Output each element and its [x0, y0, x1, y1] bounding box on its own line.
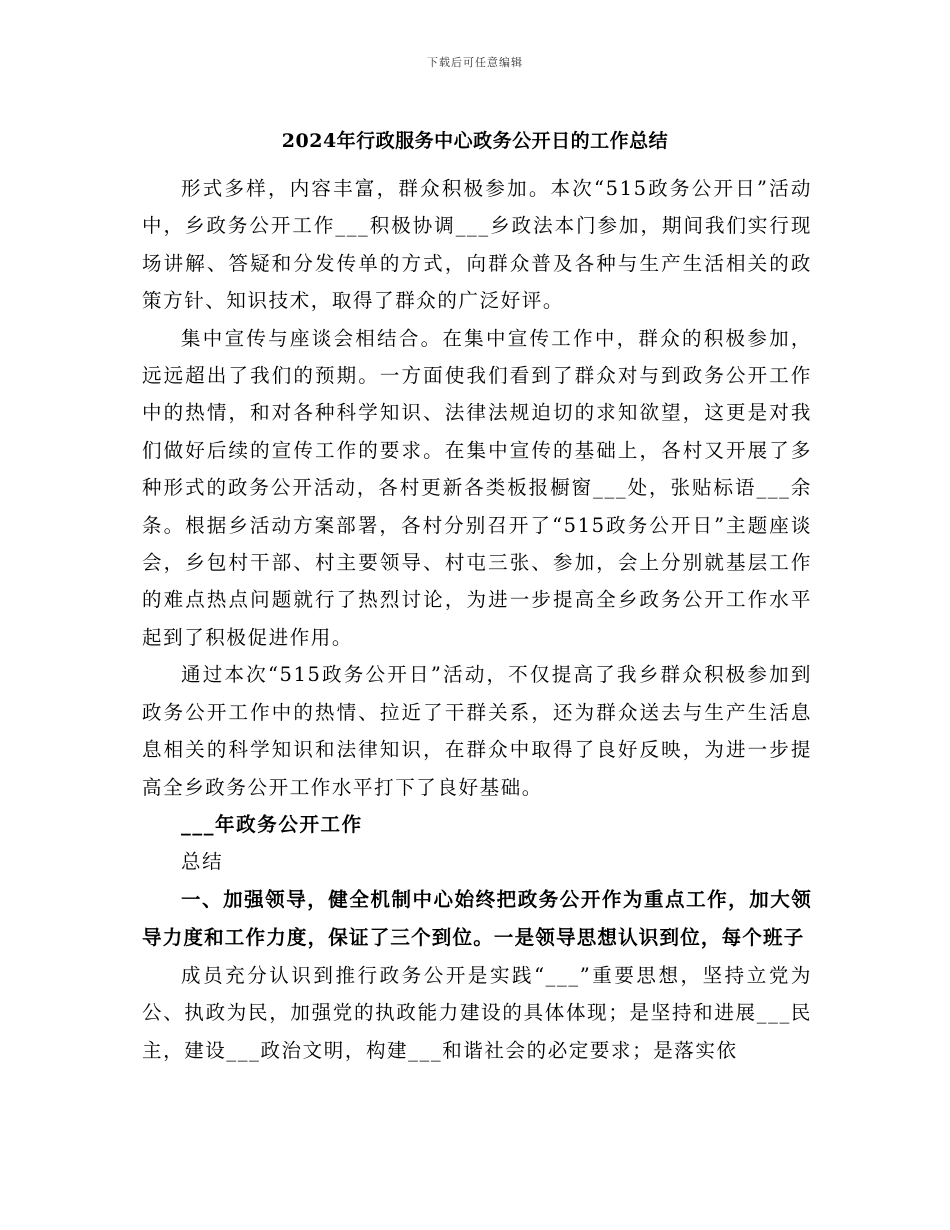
section-title-line-1: ___年政务公开工作 [181, 812, 363, 836]
section-title-line-2: 总结 [181, 850, 224, 874]
bold-paragraph: 一、加强领导，健全机制中心始终把政务公开作为重点工作，加大领导力度和工作力度，保证了三个到位。一是领导思想认识到位，每个班子 [142, 887, 812, 949]
header-note: 下载后可任意编辑 [427, 56, 523, 69]
document-body [142, 170, 812, 1069]
paragraph-1: 形式多样，内容丰富，群众积极参加。本次“515政务公开日”活动中，乡政务公开工作___积极协调___乡政法本门参加，期间我们实行现场讲解、答疑和分发传单的方式，向群众普及各种与生产生活相关的政策方针、知识技术，取得了群众的广泛好评。 [142, 177, 812, 313]
last-paragraph: 成员充分认识到推行政务公开是实践“___”重要思想，坚持立党为公、执政为民，加强党的执政能力建设的具体体现；是坚持和进展___民主，建设___政治文明，构建___和谐社会的必定要求；是落实依 [142, 963, 812, 1062]
paragraph-2: 集中宣传与座谈会相结合。在集中宣传工作中，群众的积极参加，远远超出了我们的预期。一方面使我们看到了群众对与到政务公开工作中的热情，和对各种科学知识、法律法规迫切的求知欲望，这更是对我们做好后续的宣传工作的要求。在集中宣传的基础上，各村又开展了多种形式的政务公开活动，各村更新各类板报橱窗___处，张贴标语___余条。根据乡活动方案部署，各村分别召开了“515政务公开日”主题座谈会，乡包村干部、村主要领导、村屯三张、参加，会上分别就基层工作的难点热点问题就行了热烈讨论，为进一步提高全乡政务公开工作水平起到了积极促进作用。 [142, 326, 812, 649]
document-title: 2024年行政服务中心政务公开日的工作总结 [281, 130, 669, 152]
paragraph-3: 通过本次“515政务公开日”活动，不仅提高了我乡群众积极参加到政务公开工作中的热情、拉近了干群关系，还为群众送去与生产生活息息相关的科学知识和法律知识，在群众中取得了良好反映，为进一步提高全乡政务公开工作水平打下了良好基础。 [142, 663, 812, 799]
